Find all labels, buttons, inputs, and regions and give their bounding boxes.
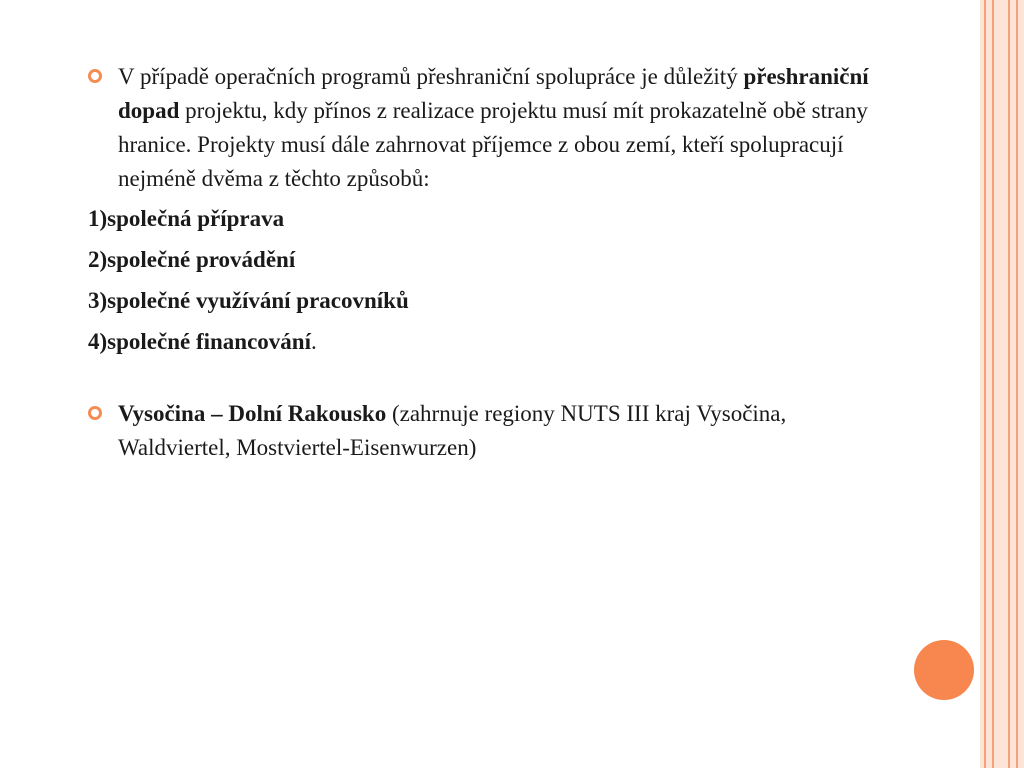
slide-content: [88, 60, 888, 465]
numbered-item-3: [88, 284, 888, 318]
circle-bullet-icon: [88, 406, 102, 420]
numbered-item-tail: .: [310, 329, 317, 354]
bullet-item-cross-border: [88, 60, 888, 196]
right-border-line: [1008, 0, 1010, 768]
numbered-item-1: [88, 202, 888, 236]
decorative-circle: [914, 640, 974, 700]
bullet-text-after: projektu, kdy přínos z realizace projektu musí mít prokazatelně obě strany hranice. Projekty musí dále zahrnovat příjemce z obou zemí, kteří spolupracují nejméně dvěma z těchto způsobů:: [118, 98, 868, 191]
right-border-line: [992, 0, 994, 768]
bullet-text-after: (zahrnuje regiony NUTS III kraj Vysočina, Waldviertel, Mostviertel-Eisenwurzen): [118, 401, 787, 460]
numbered-item-text: 4)společné financování: [88, 329, 311, 354]
numbered-item-text: 3)společné využívání pracovníků: [88, 288, 409, 313]
bullet-text-before: V případě operačních programů přeshraniční spolupráce je důležitý: [118, 64, 744, 89]
bullet-text-bold: přeshraniční dopad: [118, 64, 869, 123]
numbered-item-4: [88, 325, 888, 359]
right-border-line: [1016, 0, 1018, 768]
circle-bullet-icon: [88, 69, 102, 83]
right-border-line: [984, 0, 986, 768]
bullet-text-bold: Vysočina – Dolní Rakousko: [118, 401, 387, 426]
bullet-item-region: [88, 397, 888, 465]
numbered-item-2: [88, 243, 888, 277]
numbered-item-text: 1)společná příprava: [88, 206, 285, 231]
numbered-item-text: 2)společné provádění: [88, 247, 296, 272]
